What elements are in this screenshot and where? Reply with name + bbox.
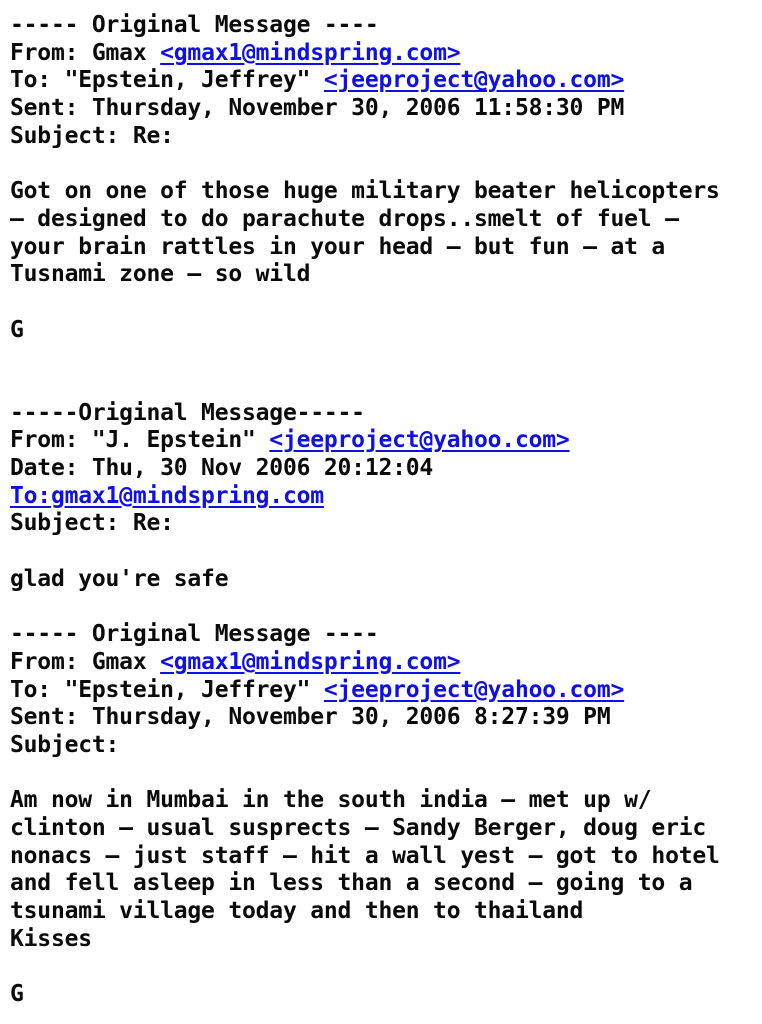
email-address-link[interactable]: <jeeproject@yahoo.com>: [323, 67, 625, 94]
email-text: From: Gmax: [10, 39, 161, 66]
email-address-link[interactable]: To:gmax1@mindspring.com: [10, 482, 324, 509]
email-line: [10, 67, 754, 95]
email-line: [10, 815, 754, 843]
email-line: [10, 455, 754, 483]
email-text: Got on one of those huge military beater helicopters: [10, 178, 720, 205]
email-line: [10, 843, 754, 871]
email-text: Sent: Thursday, November 30, 2006 8:27:39 PM: [10, 704, 611, 731]
email-text: and fell asleep in less than a second – going to a: [10, 870, 693, 897]
email-line: [10, 427, 754, 455]
email-line: [10, 760, 754, 788]
email-text: tsunami village today and then to thailand: [10, 898, 584, 924]
email-text: clinton – usual susprects – Sandy Berger, doug eric: [10, 814, 707, 841]
email-line: [10, 234, 754, 262]
email-line: [10, 593, 754, 621]
email-line: [10, 649, 754, 677]
email-line: [10, 372, 754, 400]
email-text: To: "Epstein, Jeffrey": [10, 67, 324, 94]
email-text: To: "Epstein, Jeffrey": [10, 676, 324, 703]
email-line: [10, 787, 754, 815]
email-text: G: [10, 316, 24, 343]
email-line: [10, 510, 754, 538]
email-text: Kisses: [10, 925, 92, 952]
email-line: [10, 261, 754, 289]
email-line: [10, 926, 754, 954]
email-text: ----- Original Message ----: [10, 12, 379, 38]
email-line: [10, 483, 754, 511]
email-line: [10, 953, 754, 981]
email-text: From: "J. Epstein": [10, 427, 270, 454]
email-text: From: Gmax: [10, 648, 161, 675]
email-line: [10, 732, 754, 760]
email-line: [10, 289, 754, 317]
email-text: Subject: Re:: [10, 122, 174, 149]
email-line: [10, 344, 754, 372]
email-address-link[interactable]: <jeeproject@yahoo.com>: [269, 427, 570, 454]
email-text: G: [10, 981, 24, 1008]
email-thread: [10, 12, 754, 1009]
email-text: Tusnami zone – so wild: [10, 261, 311, 288]
email-line: [10, 538, 754, 566]
email-line: [10, 677, 754, 705]
email-line: [10, 40, 754, 68]
email-line: [10, 206, 754, 234]
email-line: [10, 981, 754, 1009]
email-address-link[interactable]: <gmax1@mindspring.com>: [160, 39, 461, 66]
email-text: Subject:: [10, 731, 120, 758]
email-line: [10, 566, 754, 594]
email-line: [10, 150, 754, 178]
email-line: [10, 12, 754, 40]
email-text: – designed to do parachute drops..smelt of fuel –: [10, 205, 679, 232]
email-line: [10, 704, 754, 732]
email-line: [10, 870, 754, 898]
email-line: [10, 178, 754, 206]
email-text: Subject: Re:: [10, 510, 174, 537]
email-text: your brain rattles in your head – but fun – at a: [10, 233, 666, 260]
email-text: Sent: Thursday, November 30, 2006 11:58:30 PM: [10, 95, 625, 122]
email-text: Date: Thu, 30 Nov 2006 20:12:04: [10, 455, 434, 481]
email-address-link[interactable]: <jeeproject@yahoo.com>: [323, 676, 625, 703]
email-line: [10, 621, 754, 649]
email-address-link[interactable]: <gmax1@mindspring.com>: [160, 648, 461, 675]
email-text: -----Original Message-----: [10, 399, 365, 426]
email-line: [10, 400, 754, 428]
email-text: ----- Original Message ----: [10, 621, 379, 648]
email-line: [10, 123, 754, 151]
email-text: Am now in Mumbai in the south india – met up w/: [10, 787, 652, 814]
email-line: [10, 95, 754, 123]
email-line: [10, 898, 754, 926]
email-text: glad you're safe: [10, 565, 229, 592]
email-text: nonacs – just staff – hit a wall yest – got to hotel: [10, 842, 720, 869]
email-line: [10, 317, 754, 345]
